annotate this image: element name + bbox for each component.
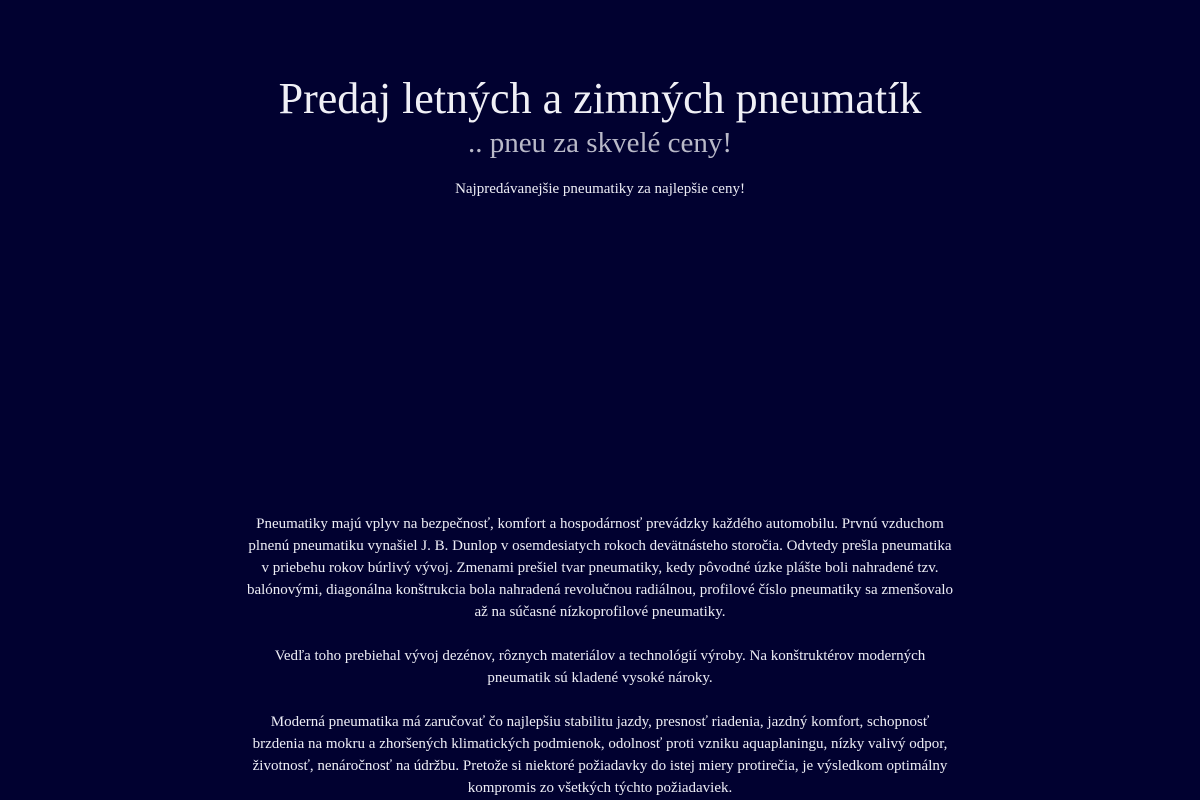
article-paragraph: Vedľa toho prebiehal vývoj dezénov, rôznych materiálov a technológií výroby. Na konštruktérov moderných pneumatik sú kladené vysoké nároky. — [274, 648, 926, 686]
article-paragraph: Pneumatiky majú vplyv na bezpečnosť, komfort a hospodárnosť prevádzky každého automobilu. Prvnú vzduchom plnenú pneumatiku vynašiel J. B. Dunlop v osemdesiatych rokoch devätnásteho storočia. Odvtedy prešla pneumatika v priebehu rokov búrlivý vývoj. Zmenami prešiel tvar pneumatiky, kedy pôvodné úzke plášte boli nahradené tzv. balónovými, diagonálna konštrukcia bola nahradená revolučnou radiálnou, profilové číslo pneumatiky sa zmenšovalo až na súčasné nízkoprofilové pneumatiky. — [246, 516, 954, 620]
banner-area — [0, 199, 1200, 513]
tagline: Najpredávanejšie pneumatiky za najlepšie ceny! — [455, 181, 745, 197]
article-paragraph: Moderná pneumatika má zaručovať čo najlepšiu stabilitu jazdy, presnosť riadenia, jazdný komfort, schopnosť brzdenia na mokru a zhoršených klimatických podmienok, odolnosť proti vzniku aquaplaningu, nízky valivý odpor, životnosť, nenáročnosť na údržbu. Pretože si niektoré požiadavky do istej miery protirečia, je výsledkom optimálny kompromis zo všetkých týchto požiadaviek. — [252, 714, 948, 796]
article-content — [244, 513, 956, 799]
page-title: Predaj letných a zimných pneumatík — [278, 74, 922, 123]
page-subtitle: .. pneu za skvelé ceny! — [467, 127, 733, 159]
header — [0, 0, 1200, 199]
